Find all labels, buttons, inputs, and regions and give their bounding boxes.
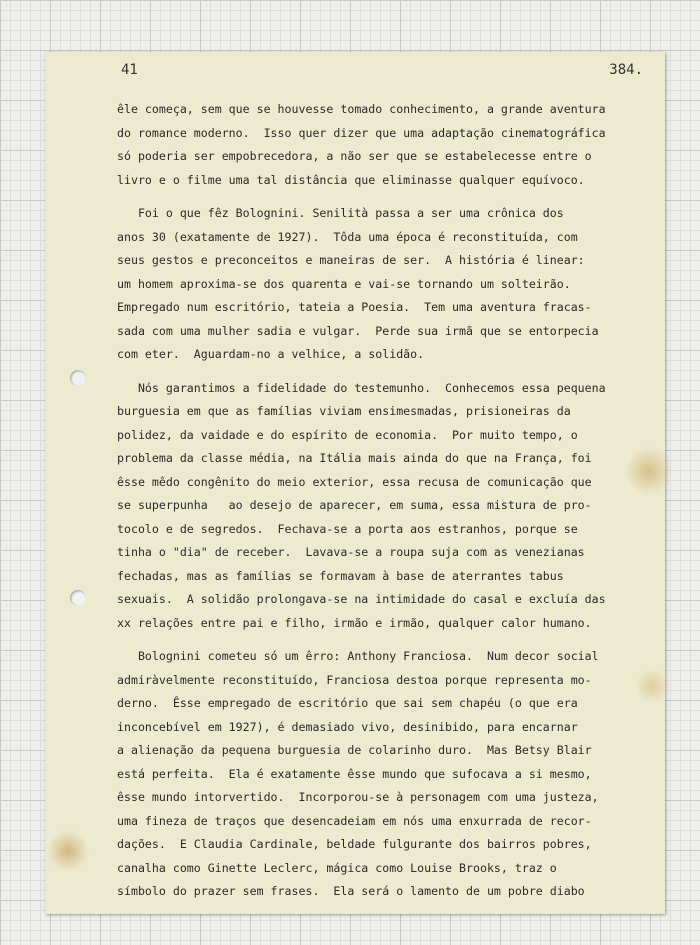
text-line: se superpunha ao desejo de aparecer, em suma, essa mistura de pro-	[117, 498, 592, 512]
text-line: livro e o filme uma tal distância que eliminasse qualquer equívoco.	[117, 172, 585, 187]
text-line: Empregado num escritório, tateia a Poesia. Tem uma aventura fracas-	[117, 300, 592, 314]
page-number-right: 384.	[609, 62, 643, 78]
text-line: símbolo do prazer sem frases. Ela será o lamento de um pobre diabo	[117, 884, 585, 898]
text-line: sexuais. A solidão prolongava-se na intimidade do casal e excluía das	[117, 592, 606, 606]
text-line: problema da classe média, na Itália mais ainda do que na França, foi	[117, 451, 592, 465]
stain-mark	[47, 830, 89, 872]
paragraph	[117, 202, 651, 367]
text-line: do romance moderno. Isso quer dizer que uma adaptação cinematográfica	[117, 125, 606, 140]
paragraph-gap	[117, 635, 651, 645]
text-line: êsse mundo intorvertido. Incorporou-se à personagem com uma justeza,	[117, 790, 599, 804]
text-line: está perfeita. Ela é exatamente êsse mundo que sufocava a si mesmo,	[117, 766, 592, 781]
paragraph	[117, 377, 651, 636]
text-line: burguesia em que as famílias viviam ensimesmadas, prisioneiras da	[117, 404, 571, 418]
text-line: um homem aproxima-se dos quarenta e vai-se tornando um solteirão.	[117, 276, 571, 291]
text-line: admiràvelmente reconstituído, Franciosa destoa porque representa mo-	[117, 672, 592, 687]
page-number-left: 41	[121, 62, 138, 78]
text-line: seus gestos e preconceitos e maneiras de ser. A história é linear:	[117, 253, 585, 267]
text-line: canalha como Ginette Leclerc, mágica como Louise Brooks, traz o	[117, 860, 557, 875]
text-line: inconcebível em 1927), é demasiado vivo, desinibido, para encarnar	[117, 719, 578, 734]
paragraph-gap	[117, 367, 651, 377]
text-line: fechadas, mas as famílias se formavam à base de aterrantes tabus	[117, 568, 564, 583]
text-line: êsse mêdo congênito do meio exterior, essa recusa de comunicação que	[117, 474, 592, 489]
typewritten-page	[45, 52, 665, 914]
text-line: uma fineza de traços que desencadeiam em nós uma enxurrada de recor-	[117, 813, 592, 828]
text-line: xx relações entre pai e filho, irmão e irmão, qualquer calor humano.	[117, 615, 592, 630]
text-line: só poderia ser empobrecedora, a não ser que se estabelecesse entre o	[117, 149, 592, 163]
text-line: anos 30 (exatamente de 1927). Tôda uma época é reconstituída, com	[117, 229, 578, 244]
punch-hole	[70, 590, 86, 606]
text-line: êle começa, sem que se houvesse tomado conhecimento, a grande aventura	[117, 102, 606, 116]
text-line: Nós garantimos a fidelidade do testemunho. Conhecemos essa pequena	[117, 380, 606, 395]
text-line: com eter. Aguardam-no a velhice, a solidão.	[117, 347, 425, 361]
text-line: Foi o que fêz Bolognini. Senilità passa a ser uma crônica dos	[117, 206, 564, 220]
paragraph	[117, 645, 651, 904]
text-line: sada com uma mulher sadia e vulgar. Perde sua irmã que se entorpecia	[117, 323, 599, 338]
text-line: derno. Êsse empregado de escritório que sai sem chapéu (o que era	[117, 696, 578, 710]
text-line: tinha o "dia" de receber. Lavava-se a roupa suja com as venezianas	[117, 545, 585, 559]
document-body	[117, 98, 651, 904]
punch-hole	[70, 370, 86, 386]
text-line: tocolo e de segredos. Fechava-se a porta aos estranhos, porque se	[117, 521, 578, 536]
text-line: polidez, da vaidade e do espírito de economia. Por muito tempo, o	[117, 427, 578, 442]
text-line: Bolognini cometeu só um êrro: Anthony Franciosa. Num decor social	[117, 649, 599, 663]
paragraph	[117, 98, 651, 192]
text-line: dações. E Claudia Cardinale, beldade fulgurante dos bairros pobres,	[117, 837, 592, 851]
paragraph-gap	[117, 192, 651, 202]
text-line: a alienação da pequena burguesia de colarinho duro. Mas Betsy Blair	[117, 743, 592, 757]
